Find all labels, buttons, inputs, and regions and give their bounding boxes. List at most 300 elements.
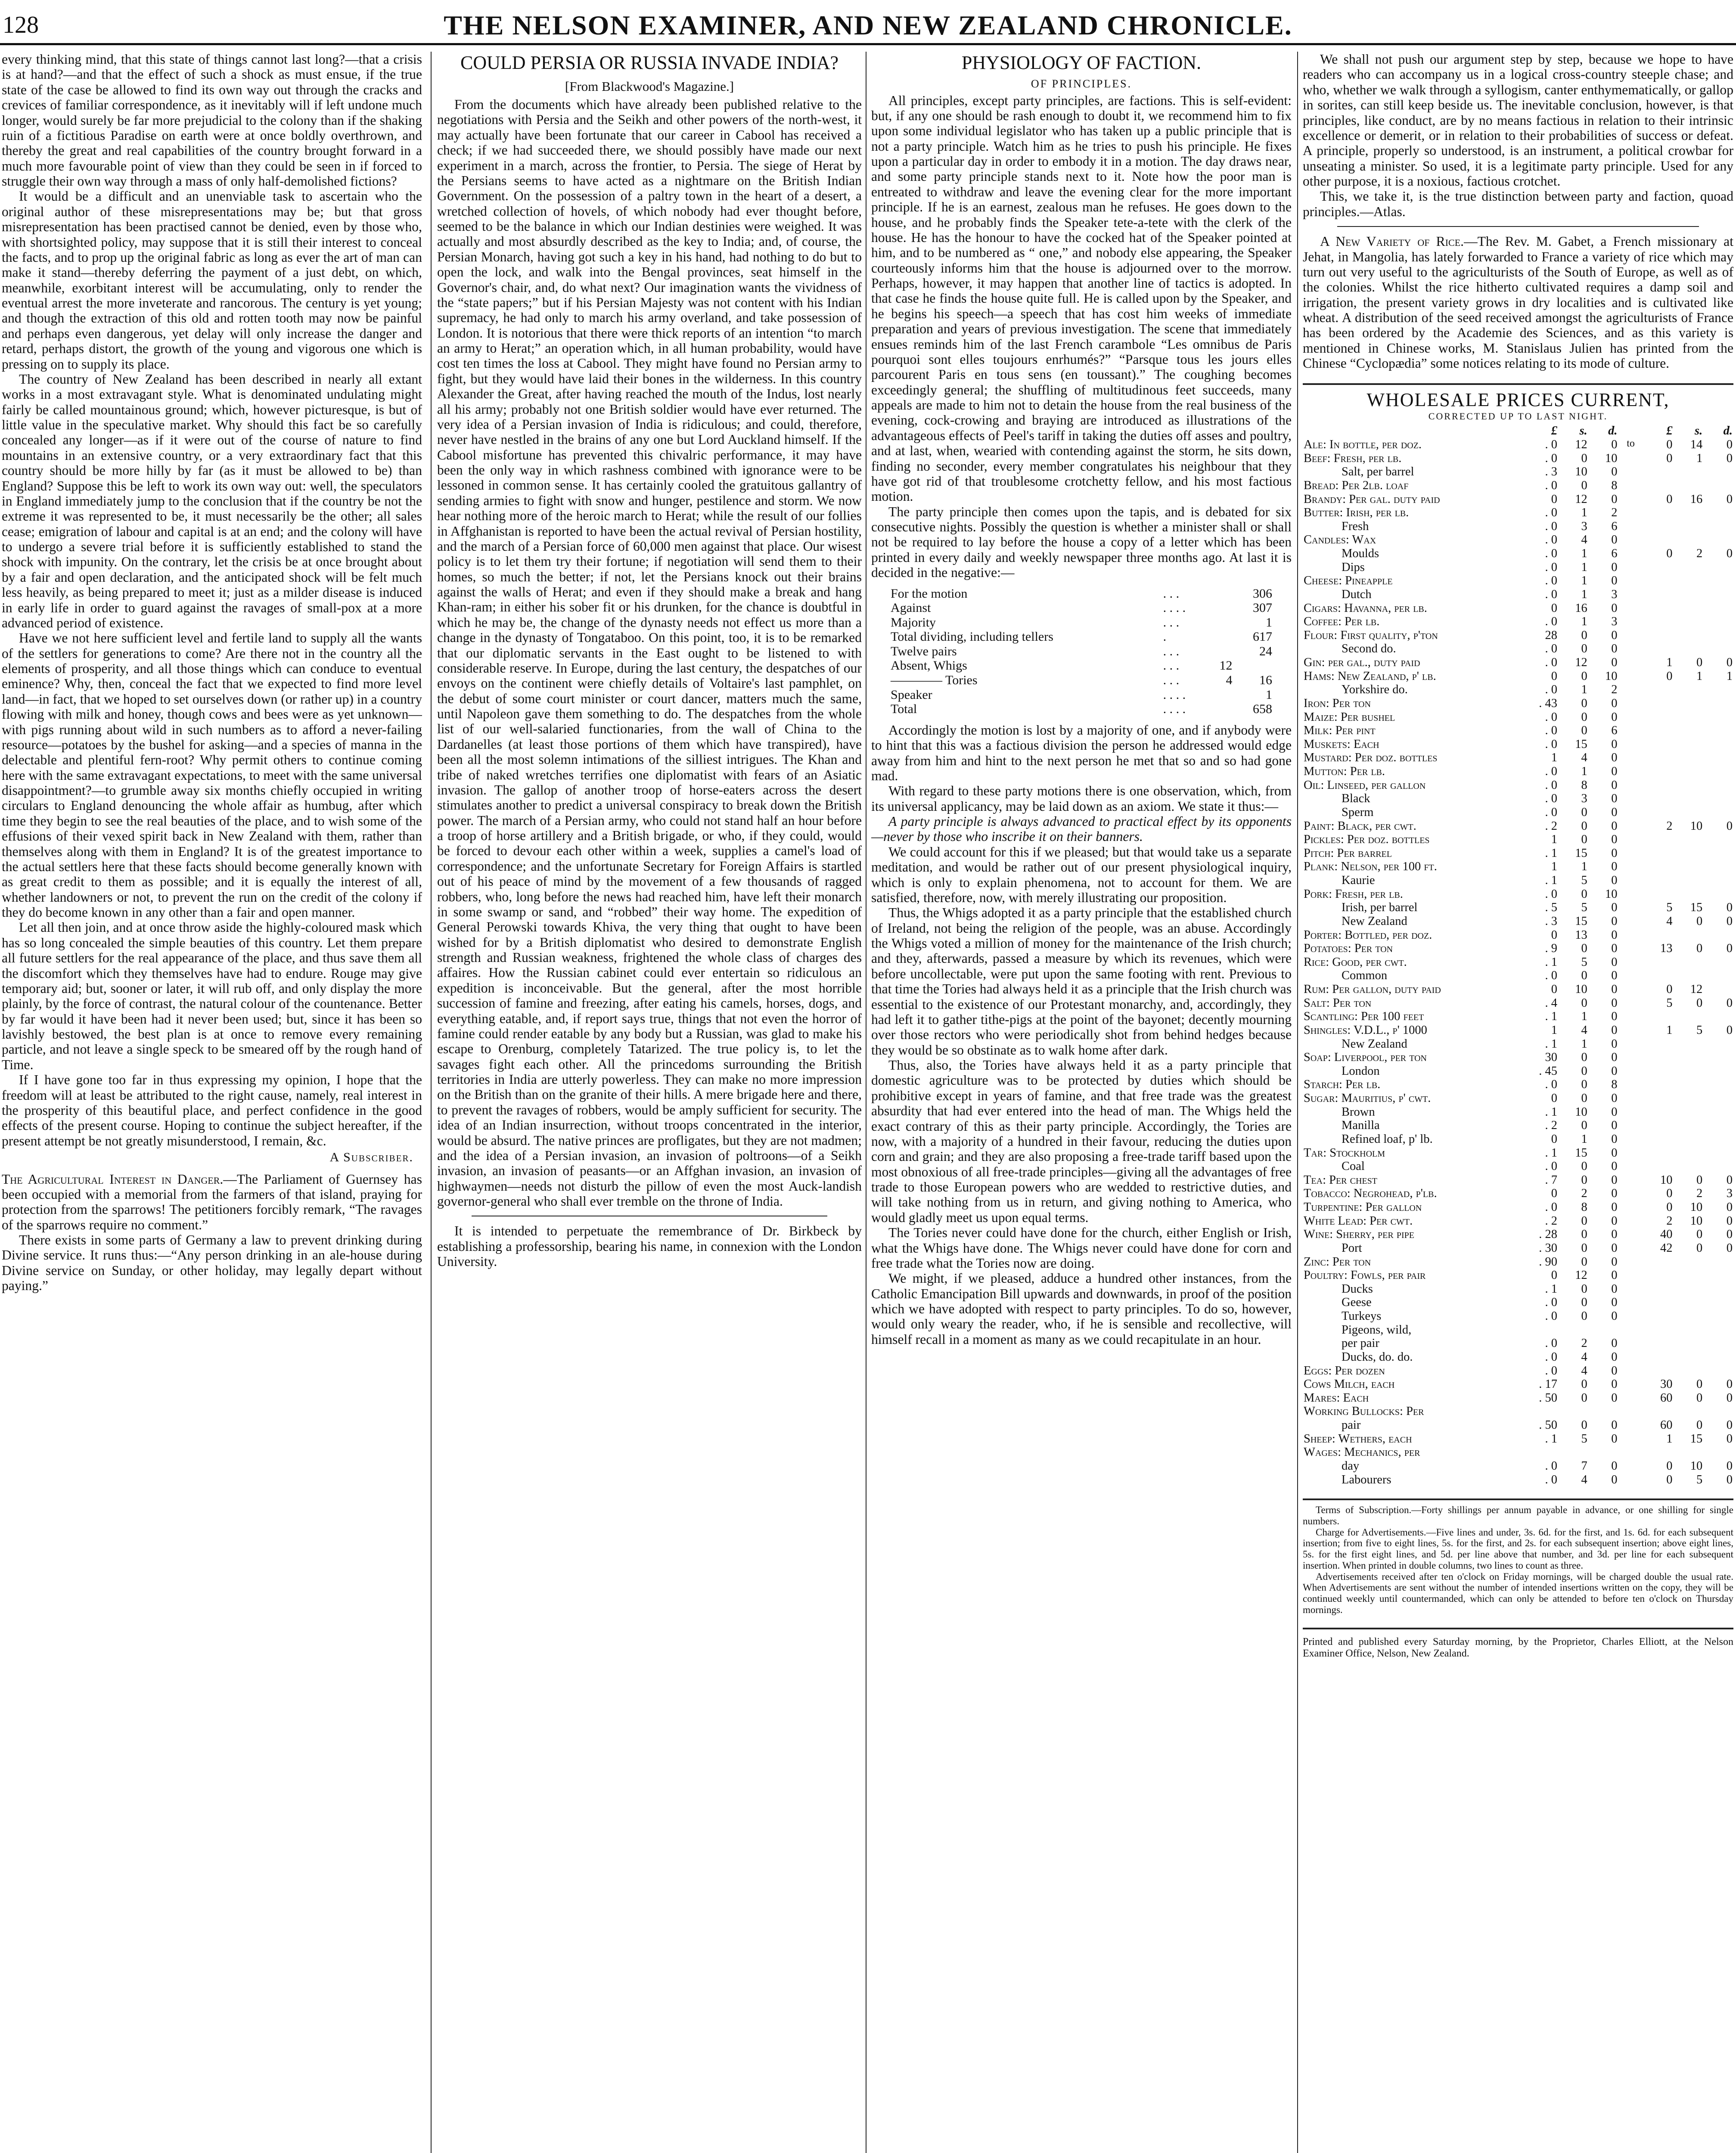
- paragraph: This, we take it, is the true distinction between party and faction, quoad principles.—Atlas.: [1303, 189, 1733, 219]
- price-pounds: . 90: [1539, 1255, 1558, 1269]
- price-pence: 0: [1611, 969, 1618, 983]
- price-to: [1618, 1051, 1643, 1064]
- price-item: Refined loaf, p' lb.: [1342, 1132, 1433, 1146]
- price-row: [1303, 615, 1733, 629]
- price-pence-high: [1703, 1078, 1733, 1092]
- price-pence: 0: [1611, 846, 1618, 860]
- price-shillings-high: [1673, 887, 1703, 901]
- price-pence-high: [1703, 1323, 1733, 1337]
- price-row: [1303, 860, 1733, 874]
- price-pounds: . 0: [1545, 547, 1558, 561]
- paragraph: The country of New Zealand has been described in nearly all extant works in a most extravagant style. What is denominated undulating might fairly be called mountainous ground; which, however picturesque, is but of little value in the speculative market. Why should this fact be so carefully concealed any longer—as if it were out of the course of nature to find mountains in an extensive country, or a very extraordinary fact that this country should be more hilly by far (as it must be allowed to be) than England? Suppose this be left to work its own way out: well, the speculators in England immediately jump to the conclusion that if the country be not the extreme it was represented to be, it must necessarily be the other; all sales cease; emigration of labour and capital is at an end; and the colony will have to undergo a severe trial before it is sufficiently established to stand the shock with impunity. On the contrary, let the crisis be at once brought about by a fair and open declaration, and the anticipated shock will be felt much less heavily, as being prepared to meet it; just as a milder disease is induced in early life in order to guard against the ravages of small-pox at a more advanced period of existence.: [2, 371, 422, 630]
- price-pence-high: [1703, 710, 1733, 724]
- price-to: to: [1627, 438, 1635, 450]
- prices-header-row: [1303, 424, 1733, 438]
- price-row: [1303, 1377, 1733, 1391]
- price-pence-high: [1703, 833, 1733, 847]
- price-pounds-high: [1643, 479, 1674, 493]
- shillings-header: s.: [1579, 424, 1587, 438]
- price-pounds: . 1: [1545, 1282, 1558, 1296]
- price-pence-high: [1703, 1092, 1733, 1105]
- price-to: [1618, 465, 1643, 479]
- price-row: [1303, 1105, 1733, 1119]
- price-shillings: 0: [1581, 1160, 1587, 1173]
- price-pence-high: 3: [1726, 1187, 1733, 1201]
- price-shillings-high: 15: [1690, 901, 1703, 915]
- news-item-headline: A New Variety of Rice.: [1320, 234, 1464, 249]
- paragraph: Let all then join, and at once throw aside the highly-coloured mask which has so long concealed the simple beauties of this country. Let them prepare all future settlers for the real appearance of the place, and thus save them all the discomfort which they themselves have had to endure. Rouge may give temporary aid; but, sooner or later, it will rub off, and only display the more plainly, by the force of contrast, the natural colour of the countenance. Better by far would it have been had it never been used; but, since it has been so lavishly bestowed, the best plan is at once to remove every remaining particle, and not leave a single speck to be smeared off by the rough hand of Time.: [2, 920, 422, 1072]
- price-pence-high: 0: [1726, 1432, 1733, 1446]
- price-to: [1618, 1418, 1643, 1432]
- price-pounds: 0: [1551, 1269, 1558, 1282]
- price-item: Hams: New Zealand, p' lb.: [1304, 669, 1436, 683]
- price-to: [1618, 860, 1643, 874]
- pounds-header: £: [1551, 424, 1558, 438]
- price-pounds: 1: [1551, 751, 1558, 765]
- price-shillings: 0: [1581, 969, 1587, 983]
- price-pounds: . 0: [1545, 1078, 1558, 1092]
- article-subhead: OF PRINCIPLES.: [1031, 78, 1132, 90]
- price-item: Turkeys: [1342, 1309, 1382, 1323]
- price-row: [1303, 765, 1733, 779]
- price-shillings-high: [1673, 1132, 1703, 1146]
- price-pence: 10: [1605, 451, 1618, 465]
- price-pence-high: [1703, 1255, 1733, 1269]
- paragraph: Accordingly the motion is lost by a majority of one, and if anybody were to hint that this was a factious division the person he addressed would edge away from him and hint to the next person he met that so and so had gone mad.: [871, 722, 1292, 783]
- price-to: [1618, 642, 1643, 656]
- price-row: [1303, 1146, 1733, 1160]
- division-dots: . . .: [1163, 586, 1180, 601]
- price-pence-high: [1703, 506, 1733, 520]
- price-pence: 0: [1611, 874, 1618, 887]
- price-shillings: 1: [1581, 587, 1587, 601]
- price-shillings-high: [1673, 1160, 1703, 1173]
- price-pence: 0: [1611, 1296, 1618, 1309]
- division-subtotal: [1205, 586, 1235, 601]
- price-pence: 0: [1611, 656, 1618, 670]
- price-pounds: . 1: [1545, 874, 1558, 887]
- price-shillings: 0: [1581, 1078, 1587, 1092]
- price-row: [1303, 697, 1733, 710]
- price-item: White Lead: Per cwt.: [1304, 1214, 1413, 1228]
- price-pounds: . 1: [1545, 1037, 1558, 1051]
- price-pounds: 30: [1545, 1051, 1558, 1064]
- paragraph: With regard to these party motions there is one observation, which, from its universal applicancy, may be laid down as an axiom. We state it thus:—: [871, 783, 1292, 814]
- price-shillings-high: [1673, 860, 1703, 874]
- price-shillings-high: [1673, 465, 1703, 479]
- price-item: Cheese: Pineapple: [1304, 574, 1393, 588]
- price-pence-high: 0: [1726, 901, 1733, 915]
- price-shillings: 1: [1581, 560, 1587, 574]
- price-pounds: . 0: [1545, 724, 1558, 738]
- price-row: [1303, 1282, 1733, 1296]
- price-pounds-high: [1643, 1323, 1674, 1337]
- price-pounds: . 0: [1545, 615, 1558, 629]
- price-row: [1303, 438, 1733, 452]
- price-pounds: . 3: [1545, 465, 1558, 479]
- price-item: Ducks, do. do.: [1342, 1350, 1413, 1364]
- price-pounds-high: [1643, 1105, 1674, 1119]
- price-to: [1618, 1187, 1643, 1201]
- division-row: [888, 673, 1275, 688]
- price-pounds-high: [1643, 833, 1674, 847]
- price-pence-high: [1703, 1051, 1733, 1064]
- division-subtotal: [1205, 630, 1235, 644]
- price-to: [1618, 506, 1643, 520]
- price-shillings-high: 0: [1696, 1228, 1703, 1241]
- price-shillings: 15: [1575, 846, 1587, 860]
- price-pounds-high: 0: [1666, 1459, 1673, 1473]
- price-pounds-high: [1643, 710, 1674, 724]
- price-row: [1303, 683, 1733, 697]
- price-shillings: 1: [1581, 1132, 1587, 1146]
- price-pounds-high: 0: [1666, 492, 1673, 506]
- paragraph: From the documents which have already been published relative to the negotiations with Persia and the Seikh and other powers of the north-west, it may actually have been fortunate that our career in Cabool has received a check; if we had succeeded there, we should possibly have made our next experiment in a march, across the frontier, to Persia. The siege of Herat by the Persians seems to have acted as a nightmare on the British Indian Government. On the possession of a paltry town in the heart of a desert, a wretched collection of hovels, of which nobody had ever thought before, seemed to be the balance in which our Indian destinies were weighed. It was actually and most absurdly described as the key to India; and, of course, the Persian Monarch, having got such a key in his hand, had nothing to do but to open the lock, and walk into the Bengal provinces, seat himself in the Governor's chair, and, do what next? Our imagination wants the vividness of the “state papers;” but if his Persian Majesty was not content with his Indian supremacy, he had only to march his army overland, and take possession of London. It is notorious that there were thick reports of an intention “to march an army to Herat;” an operation which, in all human probability, would have cost ten times the loss at Cabool. They might have found no Persian army to fight, but they would have laid their bones in the wilderness. In this country Alexander the Great, after having reached the mouth of the Indus, lost nearly all his army; probably not one British soldier would have ever returned. The very idea of a Persian invasion of India is ridiculous; and could, therefore, never have nestled in the brains of any one but Lord Auckland himself. If the Cabool misfortune has prevented this chivalric performance, it may have been the only way in which rashness combined with ignorance were to be lessoned in common sense. It has certainly cooled the gratuitous gallantry of sending armies to fight with snow and hunger, pestilence and storm. We now hear nothing more of the heroic march to Herat; while the result of our follies in Affghanistan is reported to have been the actual revival of Persian hostility, and the march of a Persian force of 60,000 men against that place. Our wisest policy is to let them try their fortune; if negotiation will send them to their homes, so much the better; if not, let the Persians knock out their brains against the walls of Herat; and even if they should make a break and hang Khan-ram; in either his sober fit or his drunken, for the chance is doubtful in which he may be, the change of the dynasty needs not effect us more than a change in the dynasty of Tongataboo. On this point, too, it is to be remarked that our diplomatic servants in the East ought to be listened to with considerable reserve. In Europe, during the last century, the despatches of our envoys on the continent were chiefly details of Voltaire's last pamphlet, on the debut of some court minister or court dancer, matters much the same, until Napoleon gave them something to do. The despatches from the whole list of our well-salaried functionaries, from the wall of China to the Dardanelles (at least those portions of them which have transpired), have been all the most solemn intimations of the silliest intrigues. The Khan and tribe of naked wretches terrifies one diplomatist with fears of an Asiatic invasion. The gallop of another troop of horse-eaters across the desert stimulates another to predict a universal conspiracy to break down the British power. The march of a Persian army, who could not stand half an hour before a troop of horse artillery and a British brigade, or who, if they could, would be forced to devour each other within a week, supplies a camel's load of correspondence; and the unfortunate Secretary for Foreign Affairs is startled out of his peace of mind by the movement of a few thousands of ragged robbers, who, long before the news had reached him, have left their monarch in some swamp or sand, and “robbed” their way home. The expedition of General Perowski towards Khiva, the very thing that ought to have been wished for by a British diplomatist who desired to demonstrate English strength and Russian weakness, frightened the whole class of charges des affaires. How the Russian cabinet could ever entertain so ridiculous an expedition is inconceivable. But the general, after the most horrible succession of famine and freezing, after eating his camels, horses, dogs, and everything eatable, and, if report says true, things that not even the horror of famine could render eatable by any body but a Russian, was glad to make his escape to Orenburg, completely Tatarized. The true policy is, to let the savages fight each other. All the princedoms surrounding the British territories in India are utterly powerless. They can make no more impression on the British than on the granite of their hills. A mere brigade here and there, to prevent the ravages of robbers, would be amply sufficient for security. The idea of an Indian insurrection, without troops concentrated in the interior, would be absurd. The native princes are profligates, but they are not madmen; and the idea of a Persian invasion, an invasion of poltroons—of a Seikh invasion, an invasion of peasants—or an Affghan invasion, an invasion of highwaymen—needs not disturb the pillow of even the most Auck-landish governor-general who shall ever tremble on the throne of India.: [437, 97, 862, 1209]
- article-title: PHYSIOLOGY OF FACTION.: [961, 52, 1202, 73]
- price-pence: 0: [1611, 492, 1618, 506]
- price-pounds: . 3: [1545, 914, 1558, 928]
- price-pounds: . 0: [1545, 587, 1558, 601]
- price-pounds: . 0: [1545, 1350, 1558, 1364]
- price-shillings-high: [1673, 1337, 1703, 1350]
- price-pence-high: [1703, 847, 1733, 860]
- price-item: Pork: Fresh, per lb.: [1304, 887, 1403, 901]
- price-pence: [1588, 1323, 1618, 1337]
- price-item: Labourers: [1342, 1473, 1391, 1486]
- division-total: 307: [1252, 601, 1272, 615]
- price-pence-high: [1703, 969, 1733, 983]
- price-pence-high: [1703, 956, 1733, 969]
- paragraph: every thinking mind, that this state of things cannot last long?—that a crisis is at hand?—and that the effect of such a shock as must ensue, if the true state of the case be allowed to find its own way out through the cracks and crevices of familiar correspondence, as it inevitably will if left undone much longer, would surely be far more prejudicial to the colony than if the shaking ruin of a fictitious Paradise on earth were at once boldly overthrown, and thereby the great and real capabilities of the country brought forward in a much more favourable point of view than they could be seen in if forced to struggle their own way through a mass of only half-demolished fictions?: [2, 52, 422, 189]
- division-label: ———— Tories: [891, 673, 978, 688]
- price-shillings-high: [1673, 847, 1703, 860]
- price-row: [1303, 779, 1733, 792]
- price-pence: 0: [1611, 710, 1618, 724]
- price-row: [1303, 710, 1733, 724]
- price-shillings: [1558, 1323, 1588, 1337]
- price-pence: 8: [1611, 1078, 1618, 1092]
- price-row: [1303, 1187, 1733, 1201]
- price-pounds: 0: [1551, 928, 1558, 942]
- price-item: Fresh: [1342, 519, 1369, 533]
- price-shillings-high: [1673, 1105, 1703, 1119]
- price-shillings: 4: [1581, 1473, 1587, 1486]
- price-to: [1618, 547, 1643, 561]
- division-label: Absent, Whigs: [891, 658, 967, 673]
- price-pence-high: 0: [1726, 1459, 1733, 1473]
- price-shillings-high: 5: [1696, 1023, 1703, 1037]
- price-shillings-high: [1673, 615, 1703, 629]
- price-to: [1618, 1037, 1643, 1051]
- price-row: [1303, 533, 1733, 547]
- price-pounds-high: [1643, 588, 1674, 602]
- price-item: Cows Milch, each: [1304, 1377, 1395, 1391]
- price-to: [1618, 1160, 1643, 1173]
- price-shillings: 2: [1581, 1337, 1587, 1350]
- price-item: Plank: Nelson, per 100 ft.: [1304, 860, 1437, 874]
- price-pounds-high: 0: [1666, 983, 1673, 996]
- price-pence-high: [1703, 860, 1733, 874]
- price-shillings-high: [1673, 765, 1703, 779]
- price-pounds-high: [1643, 561, 1674, 574]
- price-pence-high: [1703, 1446, 1733, 1459]
- price-pounds-high: [1643, 642, 1674, 656]
- price-pounds-high: 40: [1660, 1228, 1673, 1241]
- price-pence-high: [1703, 642, 1733, 656]
- division-dots: . . .: [1163, 615, 1180, 630]
- price-item: Pigeons, wild,: [1342, 1323, 1412, 1337]
- division-subtotal: [1205, 644, 1235, 659]
- price-shillings-high: [1673, 1296, 1703, 1309]
- price-to: [1618, 1201, 1643, 1214]
- division-dots: . . . .: [1163, 702, 1186, 717]
- price-pence: 0: [1611, 737, 1618, 751]
- price-shillings-high: [1673, 969, 1703, 983]
- price-to: [1618, 1432, 1643, 1446]
- price-pence-high: [1703, 574, 1733, 588]
- price-row: [1303, 1173, 1733, 1187]
- paragraph: The Tories never could have done for the church, either English or Irish, what the Whigs have done. The Whigs never could have done for corn and free trade what the Tories now are doing.: [871, 1225, 1292, 1271]
- paragraph: All principles, except party principles, are factions. This is self-evident: but, if any one should be rash enough to doubt it, we recommend him to fix upon some individual legislator who has taken up a public principle that is not a party principle. Watch him as he tries to push his principle. He fixes upon a particular day in order to embody it in a motion. The day draws near, and some party principle stands next to it. Note how the poor man is entreated to withdraw and leave the evening clear for the more important principle. If he is an earnest, zealous man he refuses. He goes down to the house, and he probably finds the Speaker tete-a-tete with the clerk of the house. He has the honour to have the cocked hat of the Speaker pointed at him, and to be numbered as “ one,” and nobody else appearing, the Speaker courteously informs him that the house is adjourned over to the morrow. Perhaps, however, it may happen that another line of tactics is adopted. In that case he finds the house quite full. He is called upon by the Speaker, and he begins his speech—a speech that has cost him weeks of immediate preparation and years of previous investigation. The scene that immediately ensues reminds him of the last French carambole “Les omnibus de Paris pourquoi sont elles toujours enrhumés?” “Parsque tous les jours elles parcourent Paris en tous sens (en toussant).” The coughing becomes exceedingly general; the shuffling of multitudinous feet succeeds, many appeals are made to him not to detain the house from the real business of the evening, cock-crowing and braying are introduced as illustrations of the advantageous effects of Peel's tariff in taking the duties off asses and poultry, and at last, when, wearied with contending against the storm, he sits down, finding no seconder, every member congratulates his neighbour that they have got rid of that troublesome crotchetty fellow, and his most factious motion.: [871, 93, 1292, 504]
- price-row: [1303, 1255, 1733, 1269]
- price-pence: 0: [1611, 1309, 1618, 1323]
- price-pounds-high: [1643, 1282, 1674, 1296]
- price-pounds-high: [1643, 1405, 1674, 1418]
- price-to: [1618, 1173, 1643, 1187]
- division-subtotal: [1205, 615, 1235, 630]
- price-pence: 0: [1611, 1092, 1618, 1105]
- price-pounds: . 1: [1545, 1105, 1558, 1119]
- price-row: [1303, 956, 1733, 969]
- price-pounds-high: [1643, 874, 1674, 887]
- price-pence: 0: [1611, 574, 1618, 588]
- price-pence-high: [1703, 792, 1733, 806]
- price-item: New Zealand: [1342, 1037, 1407, 1051]
- price-shillings-high: [1673, 479, 1703, 493]
- price-to: [1618, 847, 1643, 860]
- price-row: [1303, 1241, 1733, 1255]
- price-item: day: [1342, 1459, 1360, 1473]
- price-shillings: 0: [1581, 1064, 1587, 1078]
- price-row: [1303, 1064, 1733, 1078]
- price-item: Mares: Each: [1304, 1391, 1369, 1405]
- price-item: Iron: Per ton: [1304, 696, 1371, 710]
- price-shillings-high: [1673, 697, 1703, 710]
- price-pence: 0: [1611, 438, 1618, 452]
- price-to: [1618, 1364, 1643, 1378]
- price-pounds: 1: [1551, 860, 1558, 874]
- price-row: [1303, 656, 1733, 670]
- division-subtotal: 4: [1226, 673, 1233, 688]
- price-shillings-high: 1: [1696, 451, 1703, 465]
- price-shillings: 0: [1581, 478, 1587, 492]
- division-subtotal: [1205, 601, 1235, 615]
- price-pence: 0: [1611, 751, 1618, 765]
- price-pence-high: [1703, 1405, 1733, 1418]
- price-shillings: 4: [1581, 751, 1587, 765]
- price-shillings-high: 14: [1690, 438, 1703, 452]
- price-pence: 0: [1611, 819, 1618, 833]
- division-total: 16: [1259, 673, 1272, 688]
- price-pence-high: [1703, 697, 1733, 710]
- shillings-header: s.: [1694, 424, 1703, 438]
- price-row: [1303, 738, 1733, 751]
- price-pence: 10: [1605, 669, 1618, 683]
- price-shillings: 0: [1581, 1391, 1587, 1405]
- price-row: [1303, 493, 1733, 506]
- price-to: [1618, 792, 1643, 806]
- price-item: Brown: [1342, 1105, 1375, 1119]
- division-label: Speaker: [891, 687, 932, 702]
- price-pounds: 0: [1551, 1132, 1558, 1146]
- price-pounds: . 0: [1545, 1201, 1558, 1214]
- price-pence: 0: [1611, 1201, 1618, 1214]
- price-shillings-high: [1673, 1146, 1703, 1160]
- column-rule: [431, 52, 432, 2153]
- price-to: [1618, 1350, 1643, 1364]
- divider: [1303, 1498, 1733, 1500]
- price-row: [1303, 887, 1733, 901]
- price-shillings-high: 15: [1690, 1432, 1703, 1446]
- price-item: Turpentine: Per gallon: [1304, 1201, 1422, 1214]
- price-pounds: . 2: [1545, 819, 1558, 833]
- price-pence: 3: [1611, 615, 1618, 629]
- price-pounds: . 43: [1539, 696, 1558, 710]
- price-item: Port: [1342, 1241, 1362, 1255]
- price-shillings: 0: [1581, 819, 1587, 833]
- prices-title: WHOLESALE PRICES CURRENT,: [1366, 389, 1670, 410]
- price-to: [1618, 1459, 1643, 1473]
- division-total: 306: [1252, 586, 1272, 601]
- price-shillings: 10: [1575, 983, 1587, 996]
- price-pence: 0: [1611, 942, 1618, 956]
- price-to: [1618, 1078, 1643, 1092]
- price-shillings-high: 0: [1696, 656, 1703, 670]
- price-pence-high: [1703, 724, 1733, 738]
- price-pence-high: [1703, 806, 1733, 819]
- price-item: Maize: Per bushel: [1304, 710, 1395, 724]
- price-pounds: 0: [1551, 1187, 1558, 1201]
- price-row: [1303, 506, 1733, 520]
- price-to: [1618, 1255, 1643, 1269]
- price-pence-high: [1703, 1010, 1733, 1024]
- price-pence: 0: [1611, 696, 1618, 710]
- price-to: [1618, 996, 1643, 1010]
- price-row: [1303, 969, 1733, 983]
- paragraph: Thus, also, the Tories have always held it as a party principle that domestic agriculture was to be protected by duties which should be prohibitive except in years of famine, and that free trade was the greatest absurdity that had ever entered into the head of man. The Whigs held the exact contrary of this as their party principle. Accordingly, the Tories are now, with a majority of a hundred in their favour, reducing the duties upon corn and grain; and they are also proposing a free-trade tariff based upon the most obnoxious of all free-trade principles—giving all the advantages of free trade to those European powers who are wedded to restrictive duties, and will take nothing from us in return, and giving nothing to America, who would gladly meet us upon equal terms.: [871, 1058, 1292, 1225]
- price-shillings-high: [1673, 1323, 1703, 1337]
- price-pounds-high: 1: [1666, 1432, 1673, 1446]
- price-pence: 8: [1611, 478, 1618, 492]
- price-pence-high: [1703, 683, 1733, 697]
- price-pounds-high: 0: [1666, 1201, 1673, 1214]
- price-to: [1618, 493, 1643, 506]
- price-pounds: . 5: [1545, 901, 1558, 915]
- price-pounds-high: [1643, 969, 1674, 983]
- price-to: [1618, 887, 1643, 901]
- price-shillings: 4: [1581, 1364, 1587, 1377]
- price-shillings-high: [1673, 1037, 1703, 1051]
- price-pounds: . 45: [1539, 1064, 1558, 1078]
- price-pounds-high: [1643, 1364, 1674, 1378]
- price-pence-high: [1703, 561, 1733, 574]
- price-to: [1618, 1214, 1643, 1228]
- price-pounds: . 0: [1545, 560, 1558, 574]
- price-pounds-high: [1643, 574, 1674, 588]
- price-pence-high: [1703, 465, 1733, 479]
- price-pounds-high: [1643, 928, 1674, 942]
- price-pounds-high: [1643, 629, 1674, 642]
- price-shillings: 0: [1581, 1092, 1587, 1105]
- price-item: Second do.: [1342, 642, 1396, 656]
- price-shillings-high: 10: [1690, 1459, 1703, 1473]
- price-to: [1618, 1119, 1643, 1132]
- price-to: [1618, 479, 1643, 493]
- price-pounds-high: [1643, 1255, 1674, 1269]
- price-pence-high: 0: [1726, 942, 1733, 956]
- price-pounds-high: [1643, 765, 1674, 779]
- price-shillings: 5: [1581, 955, 1587, 969]
- price-pounds: . 4: [1545, 996, 1558, 1010]
- masthead-rule: [0, 43, 1736, 45]
- price-pence: 0: [1611, 1282, 1618, 1296]
- price-item: Salt: Per ton: [1304, 996, 1372, 1010]
- price-pounds-high: [1643, 724, 1674, 738]
- price-pence-high: [1703, 520, 1733, 534]
- price-row: [1303, 1024, 1733, 1037]
- price-pounds: . 0: [1545, 451, 1558, 465]
- price-shillings: 1: [1581, 765, 1587, 779]
- price-shillings: 0: [1581, 996, 1587, 1010]
- price-pence: 6: [1611, 547, 1618, 561]
- price-pence: 0: [1611, 1473, 1618, 1486]
- price-pence-high: [1703, 1037, 1733, 1051]
- paragraph: We might, if we pleased, adduce a hundred other instances, from the Catholic Emancipation Bill upwards and downwards, in proof of the position which we have adopted with respect to party principles. To do so, however, would only weary the reader, who, if he is sensible and recollective, will himself recall in a moment as many as we could recapitulate in an hour.: [871, 1271, 1292, 1347]
- price-item: Coal: [1342, 1160, 1365, 1173]
- price-item: Manilla: [1342, 1119, 1380, 1132]
- price-item: Kaurie: [1342, 874, 1375, 887]
- price-pounds-high: 0: [1666, 547, 1673, 561]
- price-pence: 0: [1611, 983, 1618, 996]
- price-pounds: 28: [1545, 628, 1558, 642]
- price-row: [1303, 874, 1733, 887]
- price-item: Ducks: [1342, 1282, 1373, 1296]
- price-pence-high: 0: [1726, 1201, 1733, 1214]
- price-pence-high: [1703, 738, 1733, 751]
- price-pounds-high: [1643, 506, 1674, 520]
- price-row: [1303, 1459, 1733, 1473]
- price-pounds-high: [1643, 887, 1674, 901]
- division-total: 1: [1265, 615, 1272, 630]
- price-pence: 0: [1611, 778, 1618, 792]
- price-pence-high: [1703, 751, 1733, 765]
- prices-table: [1303, 424, 1733, 1486]
- price-pence: 0: [1611, 1391, 1618, 1405]
- price-row: [1303, 1269, 1733, 1282]
- price-row: [1303, 1405, 1733, 1418]
- paragraph: We shall not push our argument step by step, because we hope to have readers who can accompany us in a logical cross-country steeple chase; and who, whether we walk through a syllogism, canter enthymematically, or gallop in sorites, can still keep beside us. The inevitable conclusion, however, is that principles, like conduct, are by no means factious in relation to their intrinsic excellence or demerit, or in relation to their probabilities of success or defeat. A principle, properly so understood, is an instrument, a political crowbar for unseating a minister. So used, it is a legitimate party principle. Used for any other purpose, it is a noxious, factious crotchet.: [1303, 52, 1733, 189]
- price-pence: 10: [1605, 887, 1618, 901]
- price-shillings: 0: [1581, 942, 1587, 956]
- price-to: [1618, 738, 1643, 751]
- letter-signature: A Subscriber.: [329, 1150, 413, 1164]
- price-pounds-high: 60: [1660, 1418, 1673, 1432]
- price-item: Dips: [1342, 560, 1365, 574]
- division-dots: . . .: [1163, 644, 1180, 658]
- price-shillings-high: [1673, 561, 1703, 574]
- division-row: [888, 615, 1275, 630]
- price-pounds-high: [1643, 602, 1674, 615]
